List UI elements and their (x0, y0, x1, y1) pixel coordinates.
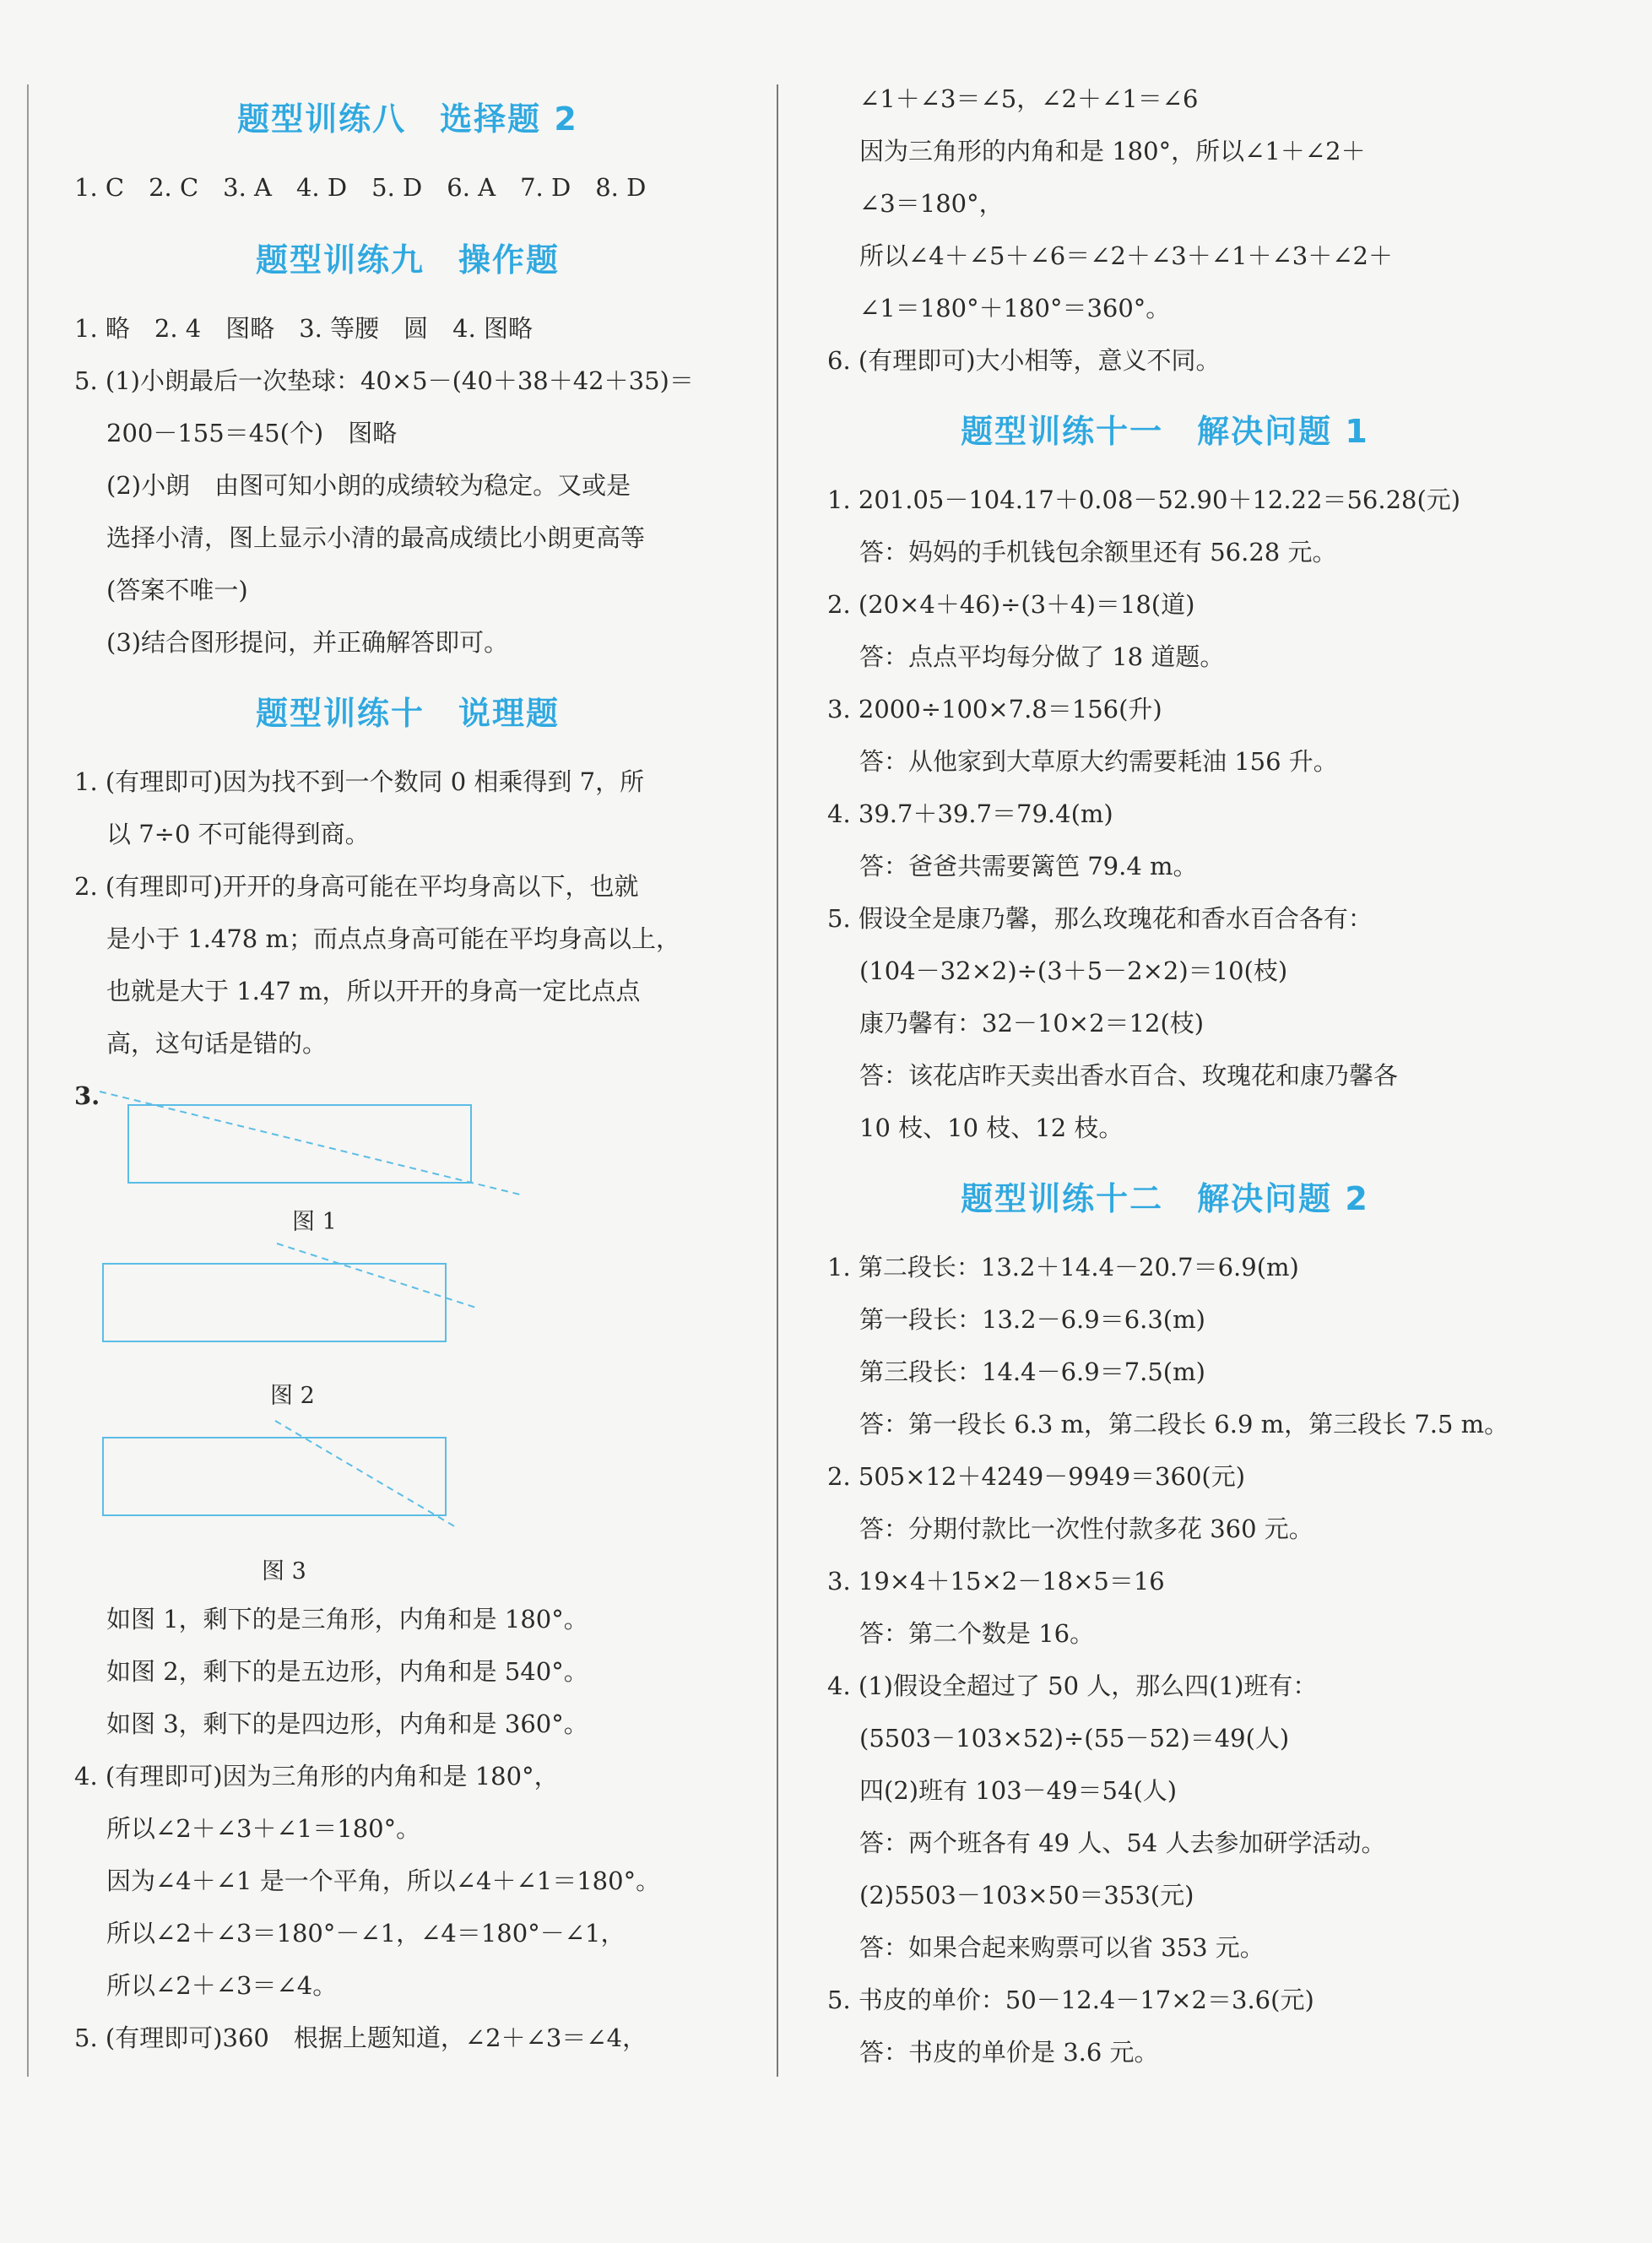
s11-q5-line4: 答：该花店昨天卖出香水百合、玫瑰花和康乃馨各 (859, 1061, 1399, 1090)
section-10-q4-line1: 4. (有理即可)因为三角形的内角和是 180°， (74, 1762, 559, 1791)
s11-q3: 3. 2000÷100×7.8＝156(升) (827, 695, 1162, 723)
section-9-q5-line2: 200－155＝45(个) 图略 (106, 419, 398, 447)
s12-q4-line4: 答：两个班各有 49 人、54 人去参加研学活动。 (859, 1829, 1386, 1857)
fig3-rectangle (103, 1438, 446, 1515)
s12-q2: 2. 505×12＋4249－9949＝360(元) (827, 1462, 1246, 1491)
s12-q1-line3: 第三段长：14.4－6.9＝7.5(m) (859, 1357, 1205, 1386)
s12-a3: 答：第二个数是 16。 (859, 1619, 1095, 1648)
s11-q2: 2. (20×4＋46)÷(3＋4)＝18(道) (827, 590, 1195, 619)
section-9-q5-line6: (3)结合图形提问，并正确解答即可。 (106, 628, 509, 657)
s11-a1: 答：妈妈的手机钱包余额里还有 56.28 元。 (859, 538, 1337, 566)
section-10-q2-line4: 高，这句话是错的。 (106, 1029, 328, 1058)
section-10-q2-line3: 也就是大于 1.47 m，所以开开的身高一定比点点 (106, 977, 641, 1005)
s11-q5-line1: 5. 假设全是康乃馨，那么玫瑰花和香水百合各有： (827, 904, 1373, 933)
section-10-q2-line2: 是小于 1.478 m；而点点身高可能在平均身高以上， (106, 924, 680, 953)
s11-a2: 答：点点平均每分做了 18 道题。 (859, 642, 1225, 671)
section-9-q5-line5: (答案不唯一) (106, 576, 248, 604)
s11-a4: 答：爸爸共需要篱笆 79.4 m。 (859, 852, 1198, 880)
q5-line4: ∠3＝180°， (859, 189, 1004, 218)
section-10-q4-line3: 因为∠4＋∠1 是一个平角，所以∠4＋∠1＝180°。 (106, 1866, 661, 1895)
left-column (74, 76, 741, 2064)
section-9-q1-4: 1. 略 2. 4 图略 3. 等腰 圆 4. 图略 (74, 314, 534, 343)
fig1-rectangle (128, 1105, 471, 1183)
section-8-title: 题型训练八 选择题 2 (237, 100, 578, 138)
section-10-q1-line1: 1. (有理即可)因为找不到一个数同 0 相乘得到 7，所 (74, 767, 645, 796)
s11-q5-line3: 康乃馨有：32－10×2＝12(枝) (859, 1009, 1205, 1038)
section-9-q5-line3: (2)小朗 由图可知小朗的成绩较为稳定。又或是 (106, 471, 631, 500)
s11-q5-line2: (104－32×2)÷(3＋5－2×2)＝10(枝) (859, 956, 1288, 985)
section-10-q2-line1: 2. (有理即可)开开的身高可能在平均身高以下，也就 (74, 872, 639, 901)
section-10-q5-line1: 5. (有理即可)360 根据上题知道，∠2＋∠3＝∠4， (74, 2024, 647, 2052)
s11-a3: 答：从他家到大草原大约需要耗油 156 升。 (859, 747, 1338, 776)
cut-rectangles-diagram (74, 1070, 741, 1593)
q5-line5: 所以∠4＋∠5＋∠6＝∠2＋∠3＋∠1＋∠3＋∠2＋ (859, 241, 1393, 270)
s12-q1-line4: 答：第一段长 6.3 m，第二段长 6.9 m，第三段长 7.5 m。 (859, 1410, 1509, 1438)
q5-line2: ∠1＋∠3＝∠5，∠2＋∠1＝∠6 (859, 84, 1199, 113)
s12-q4-line5: (2)5503－103×50＝353(元) (859, 1881, 1194, 1910)
s12-q4-line6: 答：如果合起来购票可以省 353 元。 (859, 1933, 1265, 1962)
s12-q5: 5. 书皮的单价：50－12.4－17×2＝3.6(元) (827, 1986, 1314, 2014)
section-10-title: 题型训练十 说理题 (255, 695, 560, 732)
section-9-title: 题型训练九 操作题 (255, 241, 560, 279)
s11-q1: 1. 201.05－104.17＋0.08－52.90＋12.22＝56.28(元) (827, 485, 1461, 514)
section-11-title: 题型训练十一 解决问题 1 (961, 413, 1369, 450)
q5-line3: 因为三角形的内角和是 180°，所以∠1＋∠2＋ (859, 137, 1366, 165)
s12-q4-line3: 四(2)班有 103－49＝54(人) (859, 1776, 1178, 1805)
section-10-q3-figures (74, 1070, 741, 1593)
q5-line6: ∠1＝180°＋180°＝360°。 (859, 294, 1171, 322)
fig2-rectangle (103, 1264, 446, 1341)
section-10-q4-line5: 所以∠2＋∠3＝∠4。 (106, 1971, 338, 2000)
s11-q5-line5: 10 枝、10 枝、12 枝。 (859, 1113, 1124, 1142)
s12-q3: 3. 19×4＋15×2－18×5＝16 (827, 1567, 1165, 1596)
q6-answer: 6. (有理即可)大小相等，意义不同。 (827, 346, 1221, 375)
section-9-q5-line1: 5. (1)小朗最后一次垫球：40×5－(40＋38＋42＋35)＝ (74, 366, 694, 395)
section-8-answers: 1. C 2. C 3. A 4. D 5. D 6. A 7. D 8. D (74, 173, 647, 202)
right-column (827, 78, 1509, 2078)
fig2-caption: 图 2 (270, 1383, 315, 1409)
section-10-q3-line1: 如图 1，剩下的是三角形，内角和是 180°。 (106, 1605, 588, 1633)
s12-q1-line1: 1. 第二段长：13.2＋14.4－20.7＝6.9(m) (827, 1253, 1299, 1281)
fig3-cut-line (275, 1421, 456, 1527)
column-divider (777, 84, 778, 2077)
s12-q1-line2: 第一段长：13.2－6.9＝6.3(m) (859, 1305, 1205, 1334)
section-10-q3-number: 3. (74, 1081, 100, 1110)
fig1-caption: 图 1 (292, 1209, 337, 1235)
section-9-q5-line4: 选择小清，图上显示小清的最高成绩比小朗更高等 (106, 523, 646, 552)
section-10-q4-line4: 所以∠2＋∠3＝180°－∠1，∠4＝180°－∠1， (106, 1919, 626, 1948)
fig3-caption: 图 3 (262, 1558, 306, 1585)
section-10-q4-line2: 所以∠2＋∠3＋∠1＝180°。 (106, 1814, 421, 1843)
page-edge-line (27, 84, 29, 2077)
section-12-title: 题型训练十二 解决问题 2 (961, 1180, 1369, 1217)
fig1-cut-line (100, 1092, 520, 1195)
section-10-q3-line2: 如图 2，剩下的是五边形，内角和是 540°。 (106, 1657, 588, 1686)
s12-a5: 答：书皮的单价是 3.6 元。 (859, 2038, 1159, 2067)
section-10-q3-line3: 如图 3，剩下的是四边形，内角和是 360°。 (106, 1709, 588, 1738)
section-10-q1-line2: 以 7÷0 不可能得到商。 (106, 820, 370, 848)
s12-q4-line1: 4. (1)假设全超过了 50 人，那么四(1)班有： (827, 1671, 1318, 1700)
s12-q4-line2: (5503－103×52)÷(55－52)＝49(人) (859, 1724, 1290, 1753)
s11-q4: 4. 39.7＋39.7＝79.4(m) (827, 799, 1113, 828)
s12-a2: 答：分期付款比一次性付款多花 360 元。 (859, 1514, 1313, 1543)
